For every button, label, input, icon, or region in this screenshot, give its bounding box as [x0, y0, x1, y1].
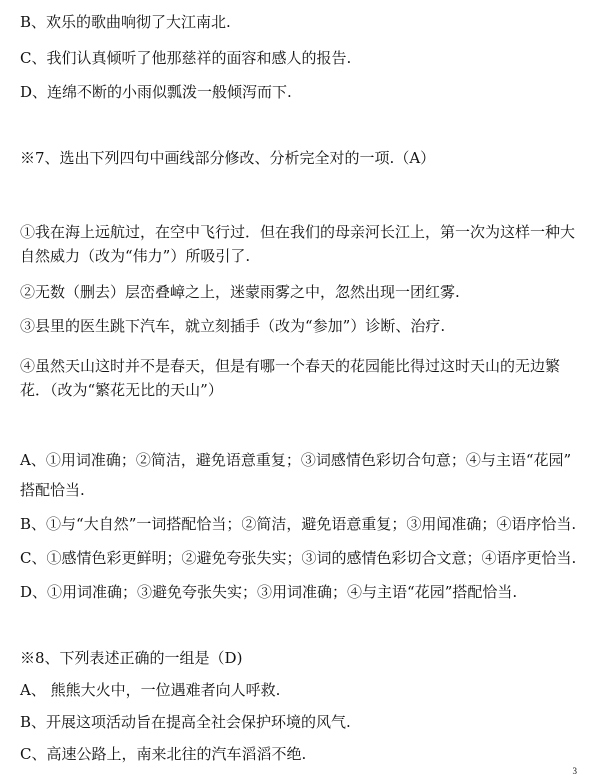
- q7-option-a-line-2: 搭配恰当.: [20, 481, 85, 499]
- q7-question: ※7、选出下列四句中画线部分修改、分析完全对的一项.（A）: [20, 149, 436, 167]
- q6-option-d: D、连绵不断的小雨似瓢泼一般倾泻而下.: [20, 83, 292, 101]
- q8-option-c: C、高速公路上，南来北往的汽车滔滔不绝.: [20, 745, 307, 763]
- q7-item-3: ③县里的医生跳下汽车，就立刻插手（改为“参加”）诊断、治疗.: [20, 317, 446, 335]
- q7-item-4-line-2: 花．（改为“繁花无比的天山”）: [20, 381, 223, 399]
- q7-option-b: B、①与“大自然”一词搭配恰当；②简洁，避免语意重复；③用闻准确；④语序恰当.: [20, 515, 577, 533]
- page-number: 3: [572, 766, 577, 776]
- q7-option-d: D、①用词准确；③避免夸张失实；③用词准确；④与主语“花园”搭配恰当.: [20, 583, 518, 601]
- q7-option-a-line-1: A、①用词准确；②简洁，避免语意重复；③词感情色彩切合句意；④与主语“花园”: [20, 451, 572, 469]
- q6-option-c: C、我们认真倾听了他那慈祥的面容和感人的报告.: [20, 49, 352, 67]
- q7-item-4-line-1: ④虽然天山这时并不是春天，但是有哪一个春天的花园能比得过这时天山的无边繁: [20, 357, 561, 375]
- q7-item-1-line-1: ①我在海上远航过，在空中飞行过．但在我们的母亲河长江上，第一次为这样一种大: [20, 223, 576, 241]
- q7-item-1-line-2: 自然威力（改为“伟力”）所吸引了.: [20, 247, 251, 265]
- q7-item-2: ②无数（删去）层峦叠嶂之上，迷蒙雨雾之中，忽然出现一团红雾.: [20, 283, 460, 301]
- q6-option-b: B、欢乐的歌曲响彻了大江南北.: [20, 13, 231, 31]
- q8-question: ※8、下列表述正确的一组是（D): [20, 649, 243, 667]
- q7-option-c: C、①感情色彩更鲜明；②避免夸张失实；③词的感情色彩切合文意；④语序更恰当.: [20, 549, 577, 567]
- q8-option-a: A、 熊熊大火中，一位遇难者向人呼救.: [20, 681, 281, 699]
- q8-option-b: B、开展这项活动旨在提高全社会保护环境的风气.: [20, 713, 351, 731]
